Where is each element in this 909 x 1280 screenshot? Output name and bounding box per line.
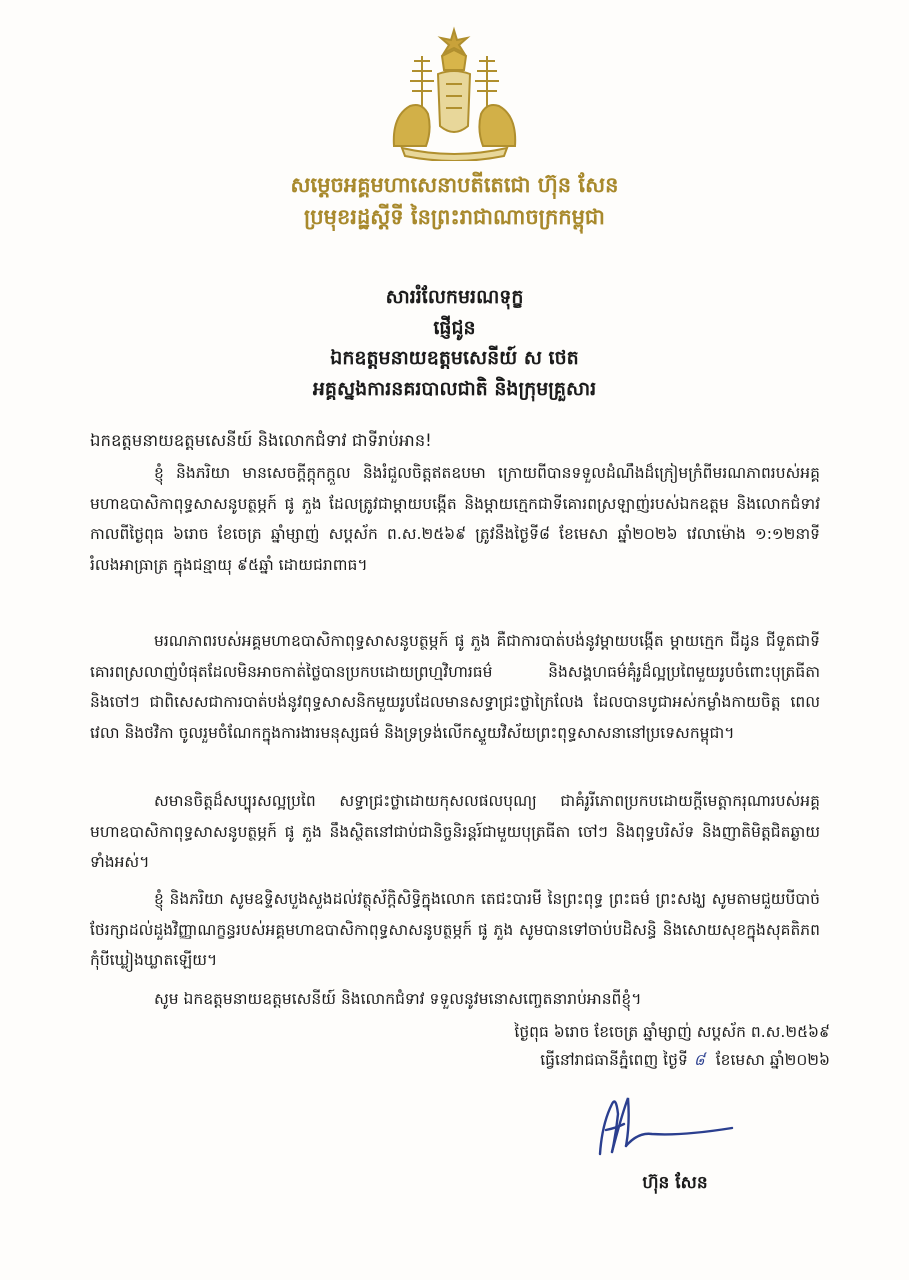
greeting: ឯកឧត្តមនាយឧត្តមសេនីយ៍ និងលោកជំទាវ ជាទីរាប់អាន! — [90, 431, 432, 450]
recipient-name: ឯកឧត្តមនាយឧត្តមសេនីយ៍ ស ថេត — [330, 347, 579, 369]
paragraph: ខ្ញុំ និងភរិយា សូមឧទ្ទិសបួងសួងដល់វត្ថុស័ក្តិសិទ្ធិក្នុងលោក តេជះបារមី នៃព្រះពុទ្ធ ព្រះធម៌ ព្រះសង្ឃ សូមតាមជួយបីបាច់ថែរក្សាដល់ដួងវិញ្ញាណក្ខន្ធរបស់អគ្គមហាឧបាសិកាពុទ្ធសាសនូបត្ថម្ភក៍ ផូ ភួង សូមបានទៅចាប់បដិសន្ធិ និងសោយសុខក្នុងសុគតិភពកុំបីឃ្លៀងឃ្លាតឡើយ។ — [90, 890, 820, 969]
sender-position: ប្រមុខរដ្ឋស្តីទី នៃព្រះរាជាណាចក្រកម្ពុជា — [304, 205, 605, 229]
letter-title: សាររំលែកមរណទុក្ខ — [385, 286, 524, 308]
paragraph: ខ្ញុំ និងភរិយា មានសេចក្តីក្តុកក្តួល និងរំជួលចិត្តឥតឧបមា ក្រោយពីបានទទួលដំណឹងដ៏ក្រៀមក្រំពីមរណភាពរបស់អគ្គមហាឧបាសិកាពុទ្ធសាសនូបត្ថម្ភក៍ ផូ ភួង ដែលត្រូវជាម្តាយបង្កើត និងម្តាយក្មេកជាទីគោរពស្រឡាញ់របស់ឯកឧត្តម និងលោកជំទាវ កាលពីថ្ងៃពុធ ៦រោច ខែចេត្រ ឆ្នាំម្សាញ់ សប្តស័ក ព.ស.២៥៦៩ ត្រូវនឹងថ្ងៃទី៨ ខែមេសា ឆ្នាំ២០២៦ វេលាម៉ោង ១:១២នាទីរំលងអាធ្រាត្រ ក្នុងជន្មាយុ ៩៥ឆ្នាំ ដោយជរាពាធ។ — [90, 464, 820, 574]
paragraph: សមានចិត្តដ៏សប្បុរសល្អប្រពៃ សទ្ធាជ្រះថ្លាដោយកុសលផលបុណ្យ ជាគំរូរីភោពប្រកបដោយក្តីមេត្តាករុណារបស់អគ្គមហាឧបាសិកាពុទ្ធសាសនូបត្ថម្ភក៍ ផូ ភួង នឹងស្ថិតនៅជាប់ជានិច្ចនិរន្តរ៍ជាមួយបុត្រធីតា ចៅៗ និងពុទ្ធបរិស័ទ និងញាតិមិត្តជិតឆ្ងាយទាំងអស់។ — [90, 792, 820, 871]
sender-title: សម្តេចអគ្គមហាសេនាបតីតេជោ ហ៊ុន សែន — [290, 173, 619, 197]
paragraph: សូម ឯកឧត្តមនាយឧត្តមសេនីយ៍ និងលោកជំទាវ ទទួលនូវមនោសញ្ចេតនារាប់អានពីខ្ញុំ។ — [154, 990, 642, 1008]
month-year: ខែមេសា ឆ្នាំ២០២៦ — [715, 1051, 830, 1069]
lunar-date: ថ្ងៃពុធ ៦រោច ខែចេត្រ ឆ្នាំម្សាញ់ សប្តស័ក ព.ស.២៥៦៩ — [514, 1023, 830, 1041]
place-date-prefix: ធ្វើនៅរាជធានីភ្នំពេញ ថ្ងៃទី — [540, 1051, 688, 1069]
recipient-position: អគ្គស្នងការនគរបាលជាតិ និងក្រុមគ្រួសារ — [312, 378, 597, 400]
handwritten-signature — [582, 1084, 742, 1164]
royal-coat-of-arms-icon — [382, 26, 527, 161]
letter-send-to: ផ្ញើជូន — [433, 317, 476, 339]
handwritten-day: ៨ — [693, 1051, 705, 1069]
signatory-name: ហ៊ុន សែន — [642, 1173, 708, 1193]
paragraph: មរណភាពរបស់អគ្គមហាឧបាសិកាពុទ្ធសាសនូបត្ថម្ភក៍ ផូ ភួង គឺជាការបាត់បង់នូវម្តាយបង្កើត ម្តាយក្មេក ជីដូន ជីទួតជាទីគោរពស្រលាញ់បំផុតដែលមិនអាចកាត់ថ្លៃបានប្រកបដោយព្រហ្មវិហារធម៌ និងសង្គហធម៌គុំរូដ៏ល្អប្រពៃមួយរូបចំពោះបុត្រធីតា និងចៅៗ ជាពិសេសជាការបាត់បង់នូវពុទ្ធសាសនិកមួយរូបដែលមានសទ្ធាជ្រះថ្លាក្រៃលែង ដែលបានបូជាអស់កម្លាំងកាយចិត្ត ពេលវេលា និងថវិកា ចូលរួមចំណែកក្នុងការងារមនុស្សធម៌ និងទ្រទ្រង់លើកស្ទួយវិស័យព្រះពុទ្ធសាសនានៅប្រទេសកម្ពុជា។ — [90, 632, 820, 742]
place-date — [400, 1046, 830, 1074]
